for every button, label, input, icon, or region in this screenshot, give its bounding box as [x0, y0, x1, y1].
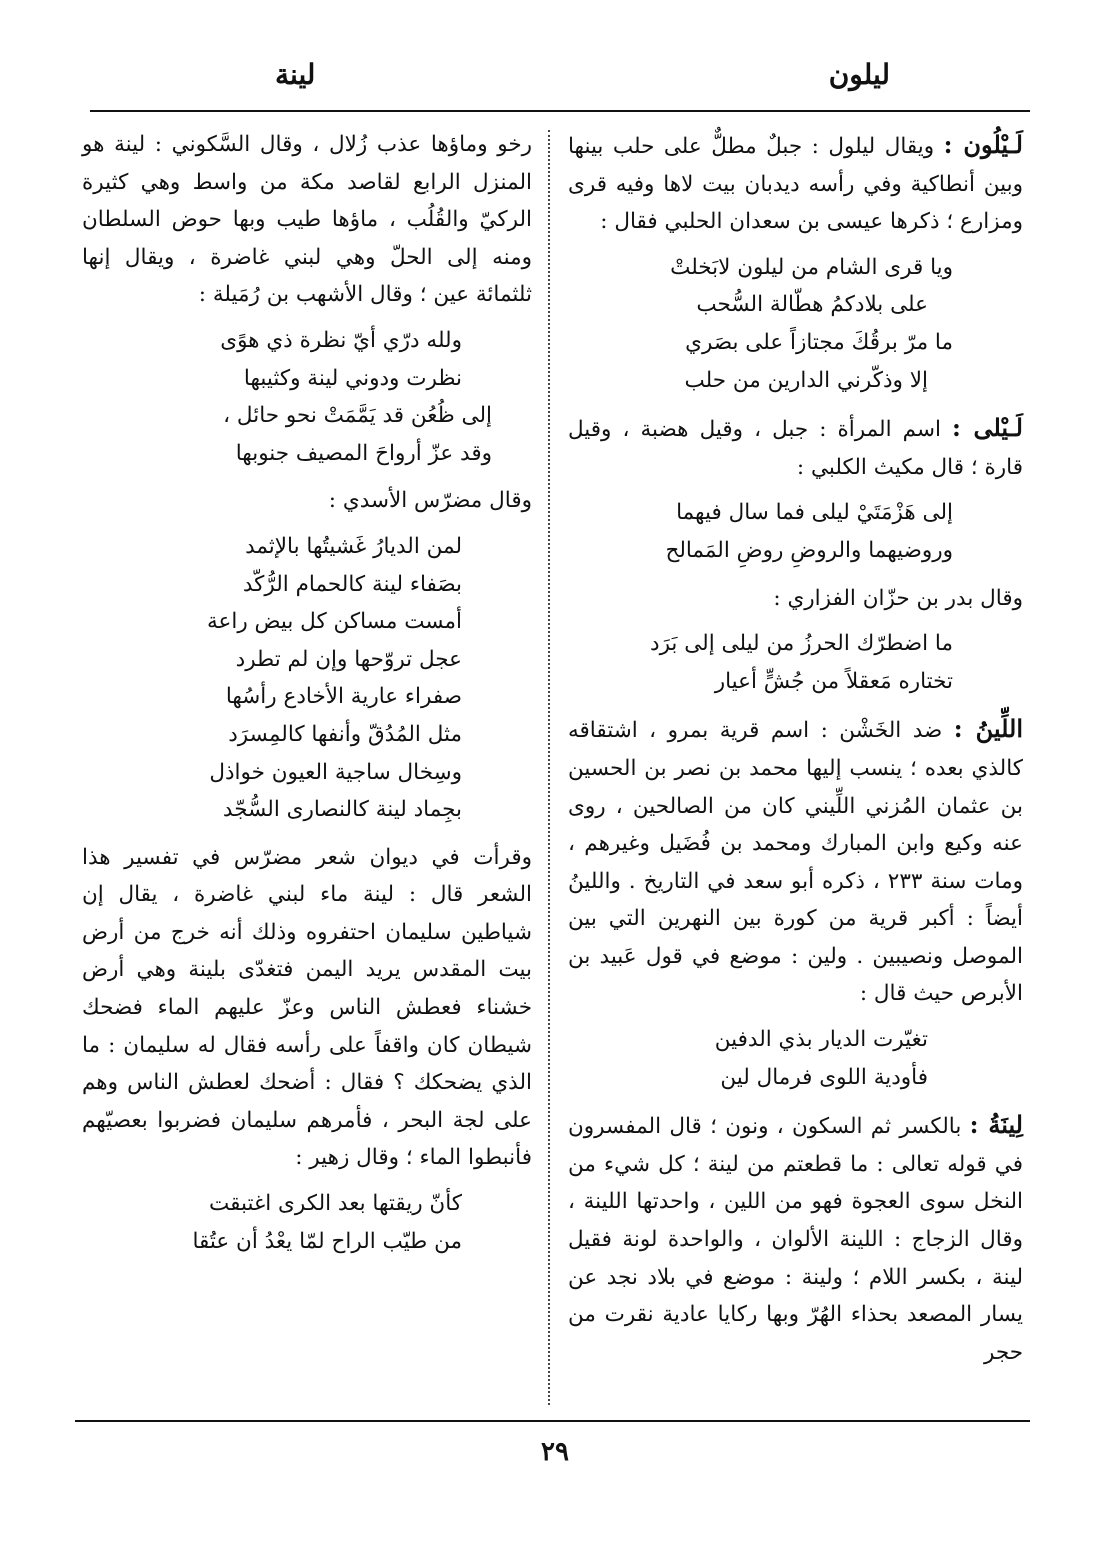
text-line: ضد الخَشْن : اسم قرية بمرو ، اشتقاقه كالذي	[568, 718, 1023, 781]
text-line: احتفروه وذلك أنه خرج من أرض بيت المقدس يريد	[82, 919, 532, 983]
left-column	[82, 126, 532, 1270]
text-line: بعده ؛ ينسب إليها محمد بن نصر بن الحسين بن عثمان	[568, 755, 1023, 819]
verse-al-lin	[568, 1021, 1023, 1096]
text-line: اليمن فتغدّى بلينة وهي أرض خشناء فعطش الناس	[82, 957, 533, 1021]
text-line: وبين أنطاكية وفي رأسه ديدبان بيت لاها وفيه قرى	[568, 171, 1023, 197]
text-paragraph	[82, 482, 532, 520]
page-number: ٢٩	[541, 1437, 569, 1467]
page-header	[90, 58, 1030, 110]
verse-al-ashhab	[82, 322, 532, 472]
column-divider	[548, 130, 550, 1405]
text-line: بكسر اللام ؛ ولينة : موضع في بلاد نجد عن يسار	[568, 1264, 1024, 1328]
verse-line: أمست مساكن كل بيض راعة	[206, 609, 462, 635]
verse-line: من طيّب الراح لمّا يعْدُ أن عتُقا	[192, 1228, 462, 1254]
entry-al-lin	[568, 710, 1023, 1013]
text-line: لعطش الناس وهم على لجة البحر ، فأمرهم سليمان	[82, 1070, 533, 1133]
verse-line: ما مرّ برقُكَ مجتازاً على بصَري	[685, 329, 953, 355]
right-column	[568, 126, 1023, 1371]
verse-line: ويا قرى الشام من ليلون لابَخلتْ	[670, 254, 953, 280]
text-line: ومزارع ؛ ذكرها عيسى بن سعدان الحلبي فقال :	[600, 209, 1023, 235]
headword-layla: لَـيْلى :	[952, 413, 1023, 443]
verse-line: كأنّ ريقتها بعد الكرى اغتبقت	[208, 1191, 462, 1217]
text-line: عين ؛ وقال الأشهب بن رُمَيلة :	[198, 282, 470, 308]
verse-line: ولله درّي أيّ نظرة ذي هوًى	[220, 327, 462, 353]
text-line: قال مكيث الكلبي :	[796, 454, 964, 480]
verse-line: نظرت ودوني لينة وكثيبها	[243, 365, 462, 391]
verse-line: بجِماد لينة كالنصارى السُّجّد	[222, 797, 462, 823]
text-line: موضع في قول عَبيد بن الأبرص حيث قال :	[568, 943, 1023, 1007]
text-line: وقال مضرّس الأسدي :	[328, 488, 532, 514]
verse-line: مثل المُدُقّ وأنفها كالمِسرَد	[228, 721, 462, 747]
text-line: ومنه إلى الحلّ وهي لبني غاضرة ، ويقال إنها ثلثمائة	[82, 244, 532, 308]
headword-lina: لِينَةُ :	[969, 1110, 1023, 1140]
verse-line: على بلادكمُ هطّالة السُّحب	[696, 292, 928, 318]
text-line: وقرأت في ديوان شعر مضرّس في تفسير هذا الشعر	[82, 844, 532, 908]
verse-layla-1	[568, 494, 1023, 569]
text-paragraph	[82, 839, 532, 1177]
verse-line: عجل تروّحها وإن لم تطرد	[235, 646, 462, 672]
verse-line: ما اضطرّك الحرزُ من ليلى إلى بَرَد	[650, 631, 953, 657]
entry-layla	[568, 409, 1023, 486]
text-line: فقال له سليمان : ما الذي يضحكك ؟ فقال : أضحك	[82, 1032, 532, 1096]
verse-layla-2	[568, 625, 1023, 700]
text-line: المبارك ومحمد بن فُضَيل وغيرهم ، ومات سنة ٢٣٣ ،	[568, 831, 1023, 894]
text-line: المصعد بحذاء الهُرّ وبها ركايا عادية نقرت من حجر	[568, 1302, 1023, 1365]
text-line: ويقال ليلول : جبلٌ مطلٌّ على حلب بينها	[568, 134, 935, 159]
verse-line: بصَفاء لينة كالحمام الرُّكّد	[242, 571, 462, 597]
text-line: المنزل الرابع لقاصد مكة من واسط وهي كثيرة	[82, 169, 532, 195]
verse-line: وروضيهما والروضِ روضِ المَمالح	[665, 537, 953, 563]
header-rule	[90, 110, 1030, 112]
verse-line: وسِخال ساجية العيون خواذل	[209, 759, 462, 785]
entry-lina	[568, 1106, 1023, 1371]
text-paragraph	[568, 580, 1023, 618]
entry-lilun	[568, 126, 1023, 241]
verse-line: تختاره مَعقلاً من جُشٍّ أعيار	[714, 668, 953, 694]
text-line: من كورة بين النهرين التي بين الموصل ونصيبين . ولين :	[568, 906, 1023, 969]
headword-al-lin: اللِّينُ :	[953, 714, 1024, 744]
text-line: بالكسر ثم السكون ، ونون ؛ قال المفسرون	[568, 1114, 962, 1140]
text-line: وقال بدر بن حزّان الفزاري :	[773, 585, 1023, 611]
verse-lilun	[568, 249, 1023, 399]
verse-line: إلى هَزْمَتَيْ ليلى فما سال فيهما	[676, 500, 953, 526]
text-line: فضربوا بعصيّهم فأنبطوا الماء ؛ وقال زهير :	[82, 1107, 532, 1171]
text-line: سوى العجوة فهو من اللين ، واحدتها اللينة ، وقال	[568, 1189, 1023, 1253]
text-line: الزجاج : اللينة الألوان ، والواحدة لونة فقيل لينة ،	[568, 1227, 1023, 1290]
verse-line: وقد عزّ أرواحَ المصيف جنوبها	[235, 440, 492, 466]
text-line: اسم المرأة : جبل ، وقيل هضبة ، وقيل قارة ؛	[568, 417, 1023, 480]
text-line: ذكره أبو سعد في التاريخ . واللينُ أيضاً : أكبر قرية	[568, 868, 1023, 932]
verse-line: إلى ظُعُن قد يَمَّمَتْ نحو حائل ،	[223, 403, 492, 429]
verse-line: إلا وذكّرني الدارين من حلب	[684, 367, 928, 393]
verse-line: صفراء عارية الأخادع رأسُها	[225, 684, 462, 710]
verse-line: لمن الديارُ غَشيتُها بالإثمد	[245, 533, 462, 559]
text-line: الركيّ والقُلُب ، ماؤها طيب وبها حوض السلطان	[82, 207, 532, 233]
verse-line: فأودية اللوى فرمال لين	[720, 1064, 928, 1090]
text-line: في قوله تعالى : ما قطعتم من لينة ؛ كل شيء من النخل	[568, 1151, 1024, 1215]
text-line: وعزّ عليهم الماء فضحك شيطان كان واقفاً على رأسه	[82, 995, 532, 1058]
headword-lilun: لَـيْلُون :	[943, 130, 1023, 159]
verse-zuhair	[82, 1185, 532, 1260]
text-paragraph	[82, 126, 532, 314]
text-line: قال : لينة ماء لبني غاضرة ، يقال إن شياطين سليمان	[82, 882, 532, 945]
verse-mudarris	[82, 528, 532, 829]
verse-line: تغيّرت الديار بذي الدفين	[714, 1027, 928, 1053]
footer-rule	[75, 1420, 1030, 1422]
text-line: المُزني اللِّيني كان من الصالحين ، روى عنه وكيع وابن	[568, 793, 1023, 857]
text-line: رخو وماؤها عذب زُلال ، وقال السَّكوني : لينة هو	[82, 132, 532, 157]
header-right-title: ليلون	[828, 58, 890, 91]
header-left-title: لينة	[275, 58, 316, 91]
